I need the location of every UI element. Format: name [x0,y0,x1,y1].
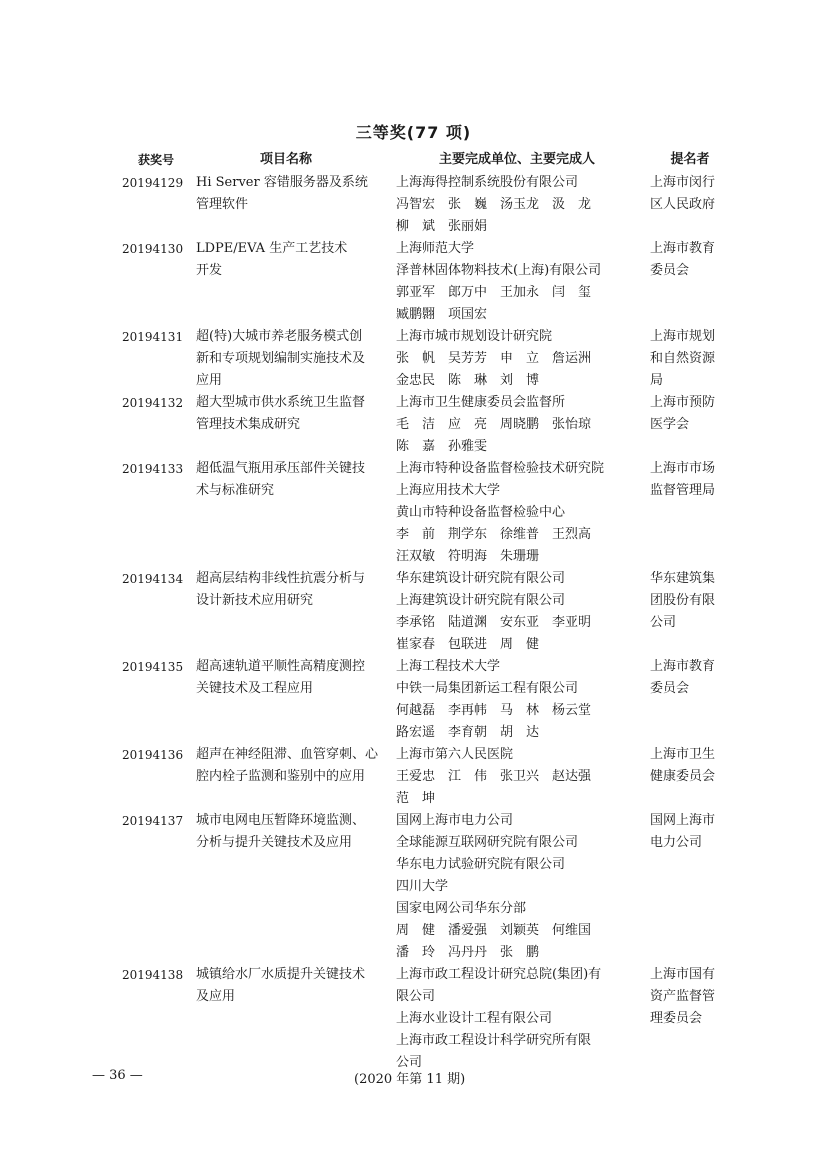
organization-line: 国网上海市电力公司 [396,813,514,828]
organization-line: 何越磊 李再帏 马 林 杨云堂 [396,703,592,718]
nominator-line: 上海市卫生 [650,747,716,762]
organization-line: 华东电力试验研究院有限公司 [396,857,566,872]
organization-line: 冯智宏 张 巍 汤玉龙 汲 龙 [396,197,592,212]
project-name-line: 超声在神经阻滞、血管穿刺、心 [196,747,379,762]
table-row [118,964,730,1074]
organization-line: 金忠民 陈 琳 刘 博 [396,373,540,388]
organizations-and-people [386,458,638,568]
header-organizations: 主要完成单位、主要完成人 [438,152,595,167]
organization-line: 限公司 [396,989,436,1004]
award-number: 20194133 [122,462,184,476]
organization-line: 张 帆 吴芳芳 申 立 詹运洲 [396,351,592,366]
project-name-line: Hi Server 容错服务器及系统 [196,175,368,190]
project-name [190,810,386,964]
project-name [190,568,386,656]
award-table [118,150,730,1074]
organization-line: 臧鹏翾 项国宏 [396,307,488,322]
nominator-line: 委员会 [650,263,690,278]
organization-line: 上海应用技术大学 [396,483,501,498]
organization-line: 四川大学 [396,879,449,894]
organization-line: 汪双敏 符明海 朱珊珊 [396,549,540,564]
nominator-line: 上海市闵行 [650,175,716,190]
organizations-and-people [386,172,638,238]
project-name-line: 分析与提升关键技术及应用 [196,835,353,850]
award-number: 20194136 [122,748,184,762]
nominator-line: 华东建筑集 [650,571,716,586]
nominator-line: 和自然资源 [650,351,716,366]
organization-line: 黄山市特种设备监督检验中心 [396,505,566,520]
nominator-line: 上海市市场 [650,461,716,476]
nominator [638,458,730,568]
table-row [118,392,730,458]
nominator-line: 上海市规划 [650,329,716,344]
project-name [190,172,386,238]
project-name-line: 管理软件 [196,197,249,212]
organization-line: 王爱忠 江 伟 张卫兴 赵达强 [396,769,592,784]
nominator-line: 电力公司 [650,835,703,850]
organization-line: 全球能源互联网研究院有限公司 [396,835,579,850]
organization-line: 上海海得控制系统股份有限公司 [396,175,579,190]
table-row [118,810,730,964]
project-name-line: 应用 [196,373,223,388]
nominator [638,964,730,1074]
project-name-line: 关键技术及工程应用 [196,681,314,696]
table-row [118,458,730,568]
table-header [118,150,730,172]
nominator-line: 团股份有限 [650,593,716,608]
organization-line: 上海工程技术大学 [396,659,501,674]
nominator-line: 资产监督管 [650,989,716,1004]
award-number: 20194131 [122,330,184,344]
nominator-line: 上海市预防 [650,395,716,410]
organization-line: 毛 洁 应 亮 周晓鹏 张怡琼 [396,417,592,432]
project-name-line: 腔内栓子监测和鉴别中的应用 [196,769,366,784]
project-name [190,392,386,458]
project-name-line: 术与标准研究 [196,483,275,498]
organization-line: 范 坤 [396,791,436,806]
nominator [638,810,730,964]
project-name-line: 超(特)大城市养老服务模式创 [196,329,363,344]
nominator-line: 上海市国有 [650,967,716,982]
table-body [118,172,730,1074]
organization-line: 上海市政工程设计科学研究所有限 [396,1033,592,1048]
project-name [190,744,386,810]
nominator-line: 医学会 [650,417,690,432]
organization-line: 国家电网公司华东分部 [396,901,527,916]
organizations-and-people [386,392,638,458]
project-name-line: 新和专项规划编制实施技术及 [196,351,366,366]
award-number: 20194135 [122,660,184,674]
organization-line: 上海市卫生健康委员会监督所 [396,395,566,410]
nominator [638,568,730,656]
organization-line: 陈 嘉 孙雅雯 [396,439,488,454]
nominator-line: 区人民政府 [650,197,716,212]
organization-line: 上海水业设计工程有限公司 [396,1011,553,1026]
organization-line: 路宏遥 李育朝 胡 达 [396,725,540,740]
page-number: — 36 — [92,1068,143,1083]
project-name [190,964,386,1074]
project-name [190,656,386,744]
organization-line: 周 健 潘爱强 刘颖英 何维国 [396,923,592,938]
organization-line: 泽普林固体物料技术(上海)有限公司 [396,263,602,278]
organizations-and-people [386,656,638,744]
nominator-line: 公司 [650,615,677,630]
project-name-line: 设计新技术应用研究 [196,593,314,608]
nominator-line: 上海市教育 [650,659,716,674]
award-number: 20194132 [122,396,184,410]
project-name [190,326,386,392]
nominator-line: 国网上海市 [650,813,716,828]
nominator [638,656,730,744]
nominator [638,238,730,326]
organizations-and-people [386,326,638,392]
table-row [118,238,730,326]
nominator [638,172,730,238]
project-name-line: 管理技术集成研究 [196,417,301,432]
table-row [118,326,730,392]
table-row [118,172,730,238]
award-number: 20194137 [122,814,184,828]
nominator-line: 理委员会 [650,1011,703,1026]
page-title: 三等奖(77 项) [355,123,472,142]
organization-line: 公司 [396,1055,423,1070]
project-name-line: 超低温气瓶用承压部件关键技 [196,461,366,476]
project-name-line: 城镇给水厂水质提升关键技术 [196,967,366,982]
organization-line: 崔家春 包联进 周 健 [396,637,540,652]
project-name-line: 超大型城市供水系统卫生监督 [196,395,366,410]
organizations-and-people [386,810,638,964]
project-name-line: 超高层结构非线性抗震分析与 [196,571,366,586]
nominator [638,392,730,458]
organization-line: 潘 玲 冯丹丹 张 鹏 [396,945,540,960]
project-name-line: 及应用 [196,989,236,1004]
table-row [118,744,730,810]
header-project-name: 项目名称 [259,152,312,167]
nominator-line: 监督管理局 [650,483,716,498]
project-name [190,238,386,326]
organizations-and-people [386,238,638,326]
organization-line: 李 前 荆学东 徐维普 王烈高 [396,527,592,542]
organization-line: 上海市政工程设计研究总院(集团)有 [396,967,602,982]
organization-line: 中铁一局集团新运工程有限公司 [396,681,579,696]
award-number: 20194138 [122,968,184,982]
nominator-line: 健康委员会 [650,769,716,784]
table-row [118,568,730,656]
issue-label: (2020 年第 11 期) [354,1072,466,1087]
organization-line: 郭亚军 郎万中 王加永 闫 玺 [396,285,592,300]
table-row [118,656,730,744]
project-name-line: 城市电网电压暂降环境监测、 [196,813,366,828]
nominator [638,744,730,810]
organizations-and-people [386,964,638,1074]
organization-line: 上海市特种设备监督检验技术研究院 [396,461,605,476]
header-award-number: 获奖号 [137,153,174,167]
organizations-and-people [386,568,638,656]
project-name-line: 开发 [196,263,223,278]
project-name-line: 超高速轨道平顺性高精度测控 [196,659,366,674]
organization-line: 李承铭 陆道渊 安东亚 李亚明 [396,615,592,630]
award-number: 20194130 [122,242,184,256]
organizations-and-people [386,744,638,810]
organization-line: 上海师范大学 [396,241,475,256]
nominator-line: 上海市教育 [650,241,716,256]
organization-line: 上海市第六人民医院 [396,747,514,762]
project-name [190,458,386,568]
nominator-line: 局 [650,373,664,388]
award-number: 20194134 [122,572,184,586]
organization-line: 柳 斌 张丽娟 [396,219,488,234]
organization-line: 上海建筑设计研究院有限公司 [396,593,566,608]
organization-line: 华东建筑设计研究院有限公司 [396,571,566,586]
organization-line: 上海市城市规划设计研究院 [396,329,553,344]
nominator [638,326,730,392]
award-number: 20194129 [122,176,184,190]
project-name-line: LDPE/EVA 生产工艺技术 [196,241,348,256]
nominator-line: 委员会 [650,681,690,696]
header-nominator: 提名者 [670,152,710,167]
